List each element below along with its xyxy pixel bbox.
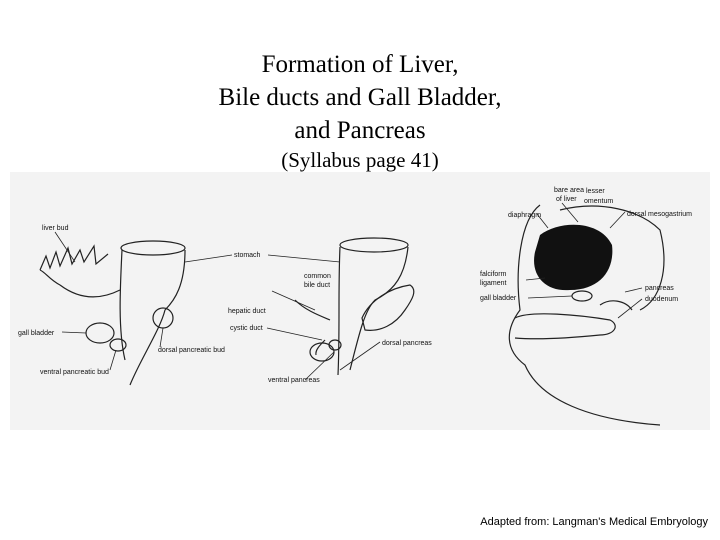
label-dorsal-pancreatic-bud: dorsal pancreatic bud: [158, 347, 225, 354]
label-dorsal-mesogastrium: dorsal mesogastrium: [627, 211, 692, 218]
label-bare-area-2: of liver: [556, 196, 577, 203]
label-dorsal-pancreas: dorsal pancreas: [382, 340, 432, 347]
label-common-bile-duct-2: bile duct: [304, 282, 331, 289]
label-gall-bladder: gall bladder: [18, 330, 55, 337]
label-pancreas: pancreas: [645, 285, 674, 292]
label-lesser-omentum-2: omentum: [584, 198, 614, 205]
credit-text: Adapted from: Langman's Medical Embryology: [480, 516, 708, 528]
page-subtitle: (Syllabus page 41): [281, 148, 439, 172]
scan-background: [10, 172, 710, 430]
label-liver-bud: liver bud: [42, 225, 69, 232]
label-ventral-pancreas: ventral pancreas: [268, 377, 320, 384]
label-diaphragm: diaphragm: [508, 212, 542, 219]
label-falciform-2: ligament: [480, 280, 507, 287]
label-stomach: stomach: [234, 252, 261, 259]
label-bare-area-1: bare area: [554, 187, 584, 194]
label-ventral-pancreatic-bud: ventral pancreatic bud: [40, 369, 109, 376]
label-duodenum: duodenum: [645, 296, 679, 303]
title-line-1: Formation of Liver,: [261, 51, 459, 78]
label-falciform-1: falciform: [480, 271, 507, 278]
label-common-bile-duct-1: common: [304, 273, 331, 280]
label-cystic-duct: cystic duct: [230, 325, 263, 332]
title-line-3: and Pancreas: [294, 117, 426, 144]
label-lesser-omentum-1: lesser: [586, 188, 605, 195]
label-gall-bladder-right: gall bladder: [480, 295, 517, 302]
title-line-2: Bile ducts and Gall Bladder,: [218, 84, 502, 111]
label-hepatic-duct: hepatic duct: [228, 308, 266, 315]
